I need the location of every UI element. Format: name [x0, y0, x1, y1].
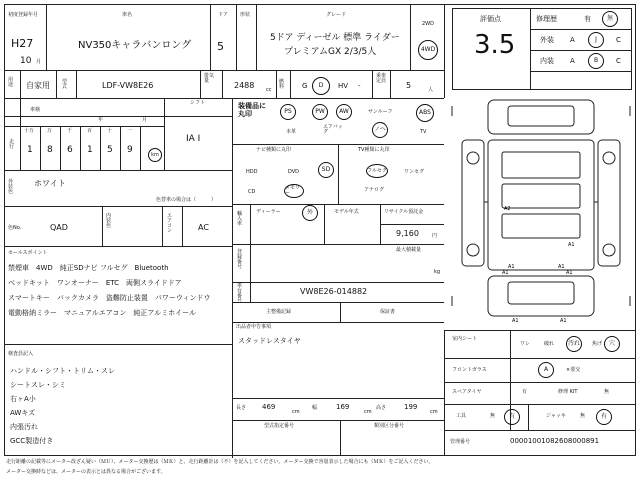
export-label: 出品者申告事項 [236, 324, 272, 330]
car-name-label: 車名 [122, 12, 133, 18]
recycle-label: リサイクル預託金 [384, 209, 424, 215]
chassis-label: 車台番号 [237, 283, 243, 304]
inspector-line-3: AWキズ [10, 409, 36, 417]
mileage-digit-4: 5 [107, 145, 113, 155]
grade-label: グレード [326, 12, 347, 18]
remarks-label: セールスポイント [8, 250, 48, 256]
fuel-opt-dash: - [358, 82, 361, 90]
reg-month-unit: 月 [36, 59, 42, 65]
doors-value: 5 [217, 40, 224, 53]
diagram-label-2: A1 [508, 264, 515, 270]
diagram-label-3: A1 [558, 264, 565, 270]
color-value: ホワイト [34, 179, 66, 188]
remarks-line-1: ベッドキット ワンオーナー ETC 両側スライドドア [8, 279, 182, 287]
purpose-label: 用途 [8, 77, 14, 88]
mileage-digit-5: 9 [127, 145, 133, 155]
digit-header-2: 百 [87, 128, 93, 134]
height-value: 199 [404, 403, 418, 411]
exterior-opt-a: A [570, 36, 575, 44]
equip-pw: PW [312, 104, 328, 120]
reg-month: 10 [20, 56, 32, 66]
export-note: スタッドレスタイヤ [238, 337, 301, 345]
grade-line1: 5ドア ディーゼル 標準 ライダー [270, 33, 400, 43]
digit-header-4: 一 [127, 128, 133, 134]
inspector-line-1: シートスレ・シミ [10, 381, 66, 389]
capacity-value: 5 [406, 81, 412, 90]
shape-label: 形状 [240, 12, 251, 18]
color-no-label: 色No. [8, 225, 22, 231]
first-reg-label: 登録番号 [237, 249, 243, 270]
mileage-digit-0: 1 [27, 145, 33, 155]
diagram-label-0: A1 [502, 270, 509, 276]
glass-label: フロントガラス [452, 367, 487, 373]
diagram-label-6: A1 [512, 318, 519, 324]
fuel-opt-hv: HV [338, 82, 349, 90]
seat-label: 室内シート [452, 336, 478, 342]
exterior-opt-c: C [616, 36, 621, 44]
spare-opt-2: 無 [604, 389, 610, 395]
grade-line2: プレミアムGX 2/3/5人 [284, 47, 377, 57]
diagram-label-5: A1 [568, 242, 575, 248]
equip-ps: PS [280, 104, 296, 120]
model-value: LDF-VW8E26 [102, 81, 154, 90]
inspector-line-2: 右ヶA小 [10, 395, 36, 403]
color-label: 外装色 [8, 179, 14, 195]
inspector-line-5: GCC製造付き [10, 437, 54, 445]
tools-circled: 有 [504, 409, 520, 425]
remarks-line-3: 電動格納ミラー マニュアルエアコン 純正アルミホイール [8, 309, 196, 317]
fuel-label: 燃料 [279, 79, 285, 90]
inspection-label: 車検 [30, 107, 41, 113]
tools-label: 工具 [456, 413, 467, 419]
ac-label: エアコン [167, 213, 173, 234]
fuel-opt-g: G [302, 82, 308, 90]
jack-label: ジャッキ [546, 413, 566, 419]
seat-opt-1: 破れ [544, 341, 555, 347]
chassis-value: VW8E26-014882 [300, 287, 368, 296]
length-label: 長さ [236, 405, 247, 411]
interior-opt-c: C [616, 57, 621, 65]
footer-line-2: メーター交換時などは、メーターの表示とは異なる場合がございます。 [6, 469, 166, 475]
type-label: 型式指定番号 [264, 423, 295, 429]
seat-opt-hole: 穴 [604, 336, 620, 352]
fuel-circled: D [312, 77, 330, 95]
glass-opt-replace: ×要交 [566, 367, 581, 373]
color-note: 色替車の場合は（ ） [156, 197, 217, 203]
recycle-unit: 円 [432, 233, 438, 239]
spare-opt-1: 修理 KIT [558, 389, 578, 395]
equip-aw: AW [336, 104, 352, 120]
inspector-line-0: ハンドル・シフト・トリム・スレ [10, 367, 115, 375]
displacement-value: 2488 [234, 81, 255, 90]
width-value: 169 [336, 403, 350, 411]
equip-nohe: ノヘ [372, 122, 388, 138]
equip-tv: TV [420, 129, 427, 135]
digit-header-0: 万 [47, 128, 53, 134]
equipment-label: 装備品に丸印 [238, 102, 266, 118]
car-damage-diagram [448, 96, 634, 328]
repair-opt-yes: 有 [584, 15, 591, 23]
interior-opt-a: A [570, 57, 575, 65]
mgmt-value: 00001001082608000891 [510, 437, 600, 445]
footer-line-1: 走行距離の記載等にメーター改ざん疑い（ＭＵ）、メーター交換歴は（ＭＫ）と、走行距離計は（不）を記入してください。メーター交換で容量表示した場合にも（ＭＫ）をご記入ください。 [6, 459, 434, 465]
diagram-label-4: A2 [504, 206, 511, 212]
model-year-label: モデル年式 [334, 209, 359, 215]
length-unit: cm [292, 409, 300, 415]
interior-label: 内装 [540, 57, 554, 65]
equip-airbag: エアバッグ [323, 124, 343, 135]
nav-label: ナビ種類に丸印 [256, 147, 292, 153]
tv-fullseg: フルセグ [366, 164, 388, 178]
jack-opt-no: 無 [580, 413, 586, 419]
doors-label: ドア [218, 12, 228, 18]
equip-leather: 本革 [286, 129, 297, 135]
inspection-year-label: 年 [98, 117, 104, 123]
color-no-value: QAD [50, 223, 68, 232]
nav-dvd: DVD [288, 169, 300, 175]
nav-hdd: HDD [246, 169, 258, 175]
drive-label: 2WD [422, 21, 434, 27]
repair-circled: 無 [602, 11, 618, 27]
inspection-month-label: 月 [142, 117, 148, 123]
max-load-unit: kg [434, 269, 441, 275]
digit-header-3: 十 [107, 128, 113, 134]
exterior-circled: J [588, 32, 604, 48]
reg-date-label: 初度登録年月 [8, 12, 39, 18]
run-label: 走行 [9, 139, 15, 150]
score-label: 評価点 [480, 15, 501, 23]
capacity-label: 乗車定員 [376, 73, 387, 84]
nav-cd: CD [248, 189, 256, 195]
width-label: 幅 [312, 405, 318, 411]
recycle-value: 9,160 [396, 229, 419, 238]
mileage-unit-circled: km [148, 148, 162, 162]
glass-circled: A [538, 362, 554, 378]
remarks-line-2: スマートキー バックカメラ 盗難防止装置 パワーウィンドウ [8, 294, 211, 302]
jack-circled: 有 [596, 409, 612, 425]
model-label: 型式 [62, 79, 68, 90]
dealer-circled: 外 [302, 205, 318, 221]
repair-label: 修理歴 [536, 15, 557, 23]
nav-memory: メモリー [284, 184, 304, 198]
width-unit: cm [364, 409, 372, 415]
displacement-label: 排気量 [204, 73, 215, 84]
maintenance-label: 主整備記録 [266, 309, 292, 315]
ac-value: AC [198, 223, 209, 232]
spare-opt-0: 有 [522, 389, 528, 395]
reg-year: H27 [11, 37, 34, 50]
capacity-unit: 人 [428, 87, 434, 93]
remarks-line-0: 禁煙車 4WD 純正SDナビ フルセグ Bluetooth [8, 264, 169, 272]
import-label: 輸入車 [237, 211, 243, 227]
drive-circled: 4WD [418, 40, 438, 60]
inspector-label: 検査員記入 [8, 351, 34, 357]
mileage-prefix-label: 十万 [24, 128, 35, 134]
tools-opt-no: 無 [490, 413, 496, 419]
equip-abs: ABS [416, 104, 434, 122]
interior-circled: B [588, 53, 604, 69]
shift-label: シフト [190, 100, 206, 106]
shift-value: IA I [186, 134, 201, 144]
spare-label: スペアタイヤ [452, 389, 482, 395]
mileage-digit-2: 6 [67, 145, 73, 155]
inspector-line-4: 内張汚れ [10, 423, 38, 431]
dealer-label: ディーラー [256, 209, 281, 215]
tv-analog: アナログ [364, 187, 385, 193]
diagram-label-7: A1 [560, 318, 567, 324]
displacement-unit: cc [266, 87, 272, 93]
nav-sd: SD [318, 162, 334, 178]
height-label: 高さ [376, 405, 387, 411]
car-name: NV350キャラバンロング [78, 40, 192, 51]
score-value: 3.5 [474, 30, 516, 60]
seat-opt-0: ワレ [520, 341, 531, 347]
tv-label: TV種類に丸印 [358, 147, 390, 153]
mgmt-label: 管理番号 [450, 439, 471, 445]
digit-header-1: 千 [67, 128, 73, 134]
category-label: 類別区分番号 [374, 423, 405, 429]
mileage-digit-1: 8 [47, 145, 53, 155]
height-unit: cm [430, 409, 438, 415]
mileage-digit-3: 1 [87, 145, 93, 155]
exterior-label: 外装 [540, 36, 554, 44]
purpose-value: 自家用 [26, 81, 50, 90]
seat-opt-3: 焦げ [592, 341, 603, 347]
length-value: 469 [262, 403, 276, 411]
equip-sunroof: サンルーフ [368, 109, 393, 115]
warranty-label: 保証書 [380, 309, 396, 315]
seat-opt-stain: 汚れ [566, 336, 582, 352]
diagram-label-1: A1 [566, 270, 573, 276]
tv-oneseg: ワンセグ [404, 169, 425, 175]
interior-color-label: 内装色 [106, 213, 112, 229]
max-load-label: 最大積載量 [396, 247, 422, 253]
